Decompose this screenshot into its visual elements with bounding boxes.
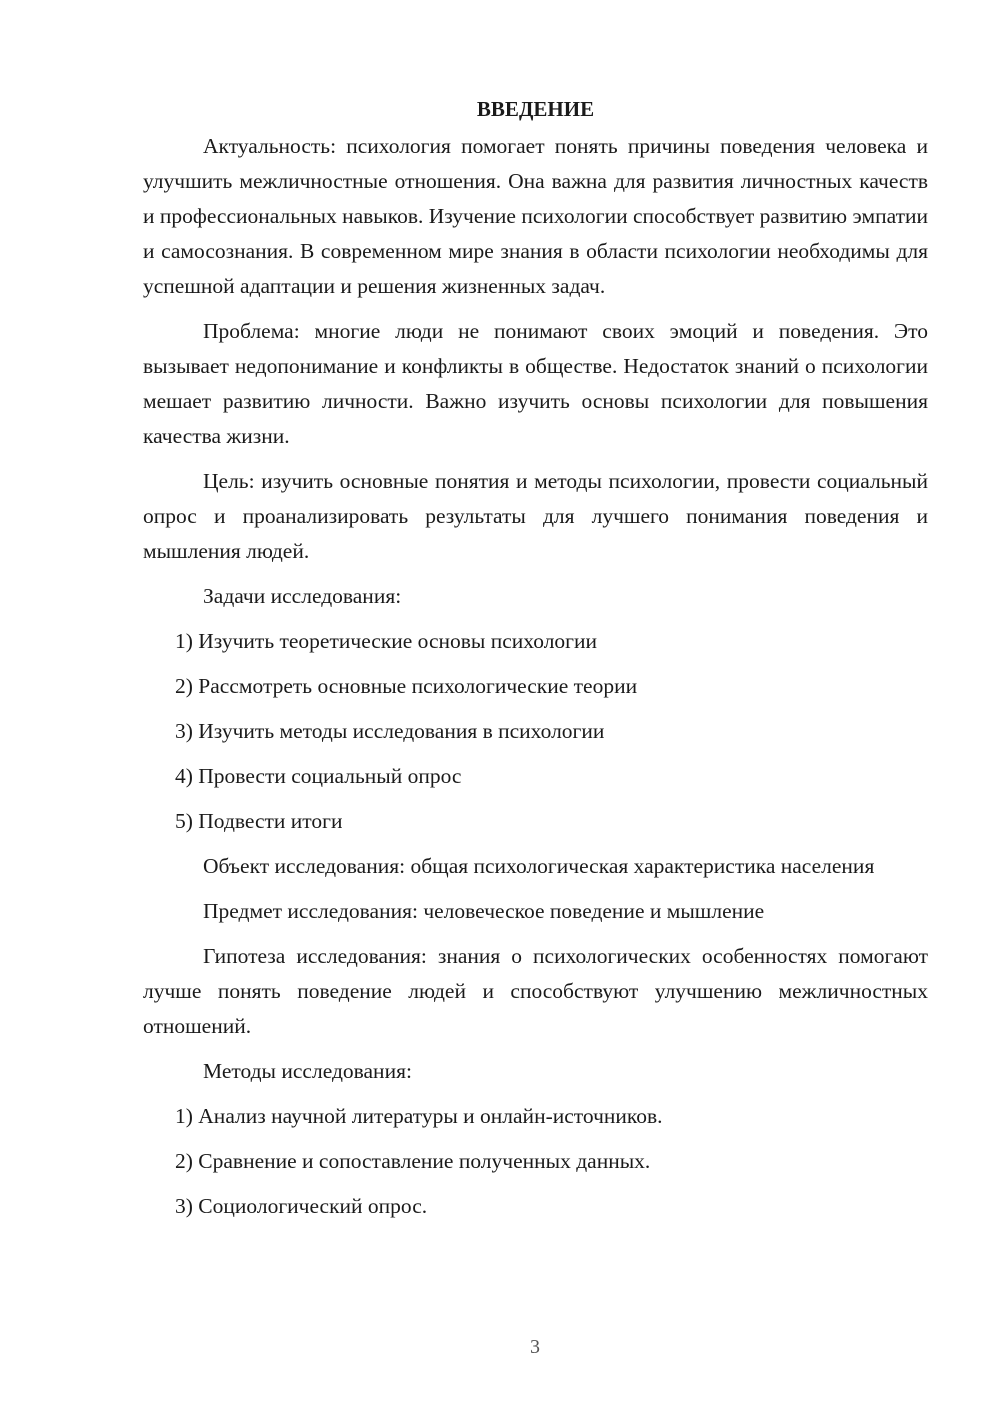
tasks-heading: Задачи исследования:	[203, 584, 402, 608]
document-body	[143, 92, 928, 1234]
goal-paragraph: Цель: изучить основные понятия и методы психологии, провести социальный опрос и проанализировать результаты для лучшего понимания поведения и мышления людей.	[143, 469, 928, 563]
relevance-paragraph: Актуальность: психология помогает понять причины поведения человека и улучшить межличностные отношения. Она важна для развития личностных качеств и профессиональных навыков. Изучение психологии способствует развитию эмпатии и самосознания. В современном мире знания в области психологии необходимы для успешной адаптации и решения жизненных задач.	[143, 134, 929, 298]
page-title: ВВЕДЕНИЕ	[476, 97, 595, 121]
problem-paragraph: Проблема: многие люди не понимают своих эмоций и поведения. Это вызывает недопонимание и конфликты в обществе. Недостаток знаний о психологии мешает развитию личности. Важно изучить основы психологии для повышения качества жизни.	[143, 319, 928, 448]
page-number: 3	[530, 1336, 540, 1358]
methods-list	[143, 1099, 928, 1224]
list-item: 1) Изучить теоретические основы психологии	[175, 629, 598, 653]
hypothesis-paragraph: Гипотеза исследования: знания о психологических особенностях помогают лучше понять поведение людей и способствуют улучшению межличностных отношений.	[143, 944, 928, 1038]
object-paragraph: Объект исследования: общая психологическая характеристика населения	[203, 854, 875, 878]
tasks-list	[143, 624, 928, 839]
list-item: 3) Изучить методы исследования в психологии	[175, 719, 605, 743]
subject-paragraph: Предмет исследования: человеческое поведение и мышление	[203, 899, 765, 923]
list-item: 4) Провести социальный опрос	[175, 764, 462, 788]
list-item: 3) Социологический опрос.	[175, 1194, 428, 1218]
methods-heading: Методы исследования:	[203, 1059, 412, 1083]
list-item: 5) Подвести итоги	[175, 809, 343, 833]
list-item: 1) Анализ научной литературы и онлайн-источников.	[175, 1104, 663, 1128]
list-item: 2) Сравнение и сопоставление полученных данных.	[175, 1149, 651, 1173]
list-item: 2) Рассмотреть основные психологические теории	[175, 674, 638, 698]
